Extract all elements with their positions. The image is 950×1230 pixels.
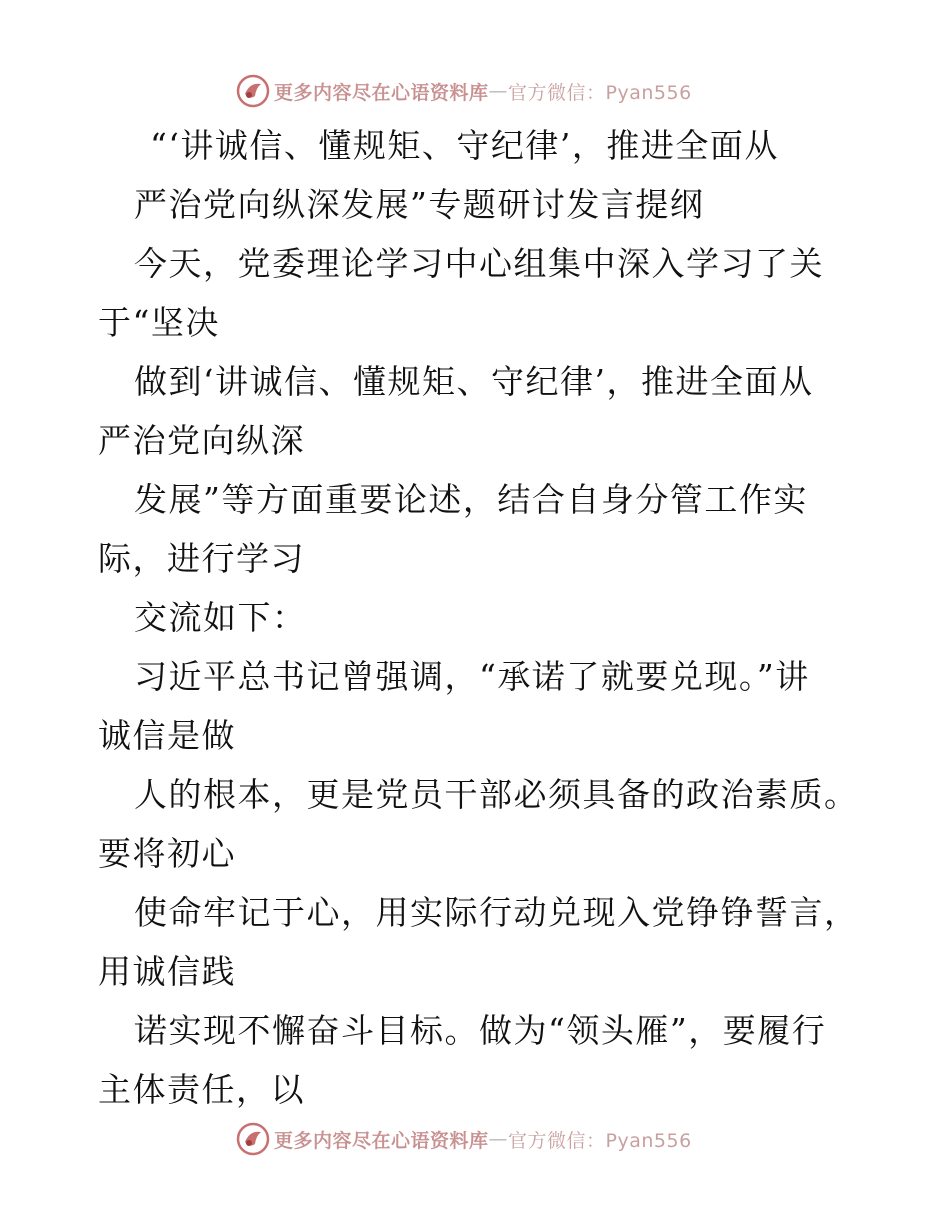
text-line: 际，进行学习: [98, 539, 305, 578]
text-line: 诺实现不懈奋斗目标。做为“领头雁”，要履行: [134, 1011, 827, 1050]
watermark-dash: —: [488, 80, 509, 102]
watermark-brand: 更多内容尽在心语资料库: [274, 81, 489, 104]
text-line: 今天，党委理论学习中心组集中深入学习了关: [134, 244, 824, 283]
watermark-contact: 官方微信：Pyan556: [508, 81, 692, 104]
text-line: 交流如下：: [134, 598, 307, 637]
text-line: 严治党向纵深发展”专题研讨发言提纲: [134, 185, 705, 224]
text-line: 人的根本，更是党员干部必须具备的政治素质。: [134, 775, 859, 814]
text-line: 严治党向纵深: [98, 421, 305, 460]
text-line: 于“坚决: [98, 303, 220, 342]
text-line: 使命牢记于心，用实际行动兑现入党铮铮誓言，: [134, 893, 859, 932]
footer-watermark: [236, 1122, 692, 1156]
text-line: 用诚信践: [98, 952, 236, 991]
text-line: 发展”等方面重要论述，结合自身分管工作实: [134, 480, 808, 519]
watermark-dash: —: [488, 1128, 509, 1150]
text-line: 诚信是做: [98, 716, 236, 755]
text-line: 主体责任，以: [98, 1070, 305, 1109]
watermark-contact: 官方微信：Pyan556: [508, 1129, 692, 1152]
text-line: “‘讲诚信、懂规矩、守纪律’，推进全面从: [150, 126, 779, 165]
logo-icon: [236, 1122, 270, 1156]
watermark-brand: 更多内容尽在心语资料库: [274, 1129, 489, 1152]
text-line: 习近平总书记曾强调，“承诺了就要兑现。”讲: [134, 657, 810, 696]
text-line: 要将初心: [98, 834, 236, 873]
text-line: 做到‘讲诚信、懂规矩、守纪律’，推进全面从: [134, 362, 814, 401]
